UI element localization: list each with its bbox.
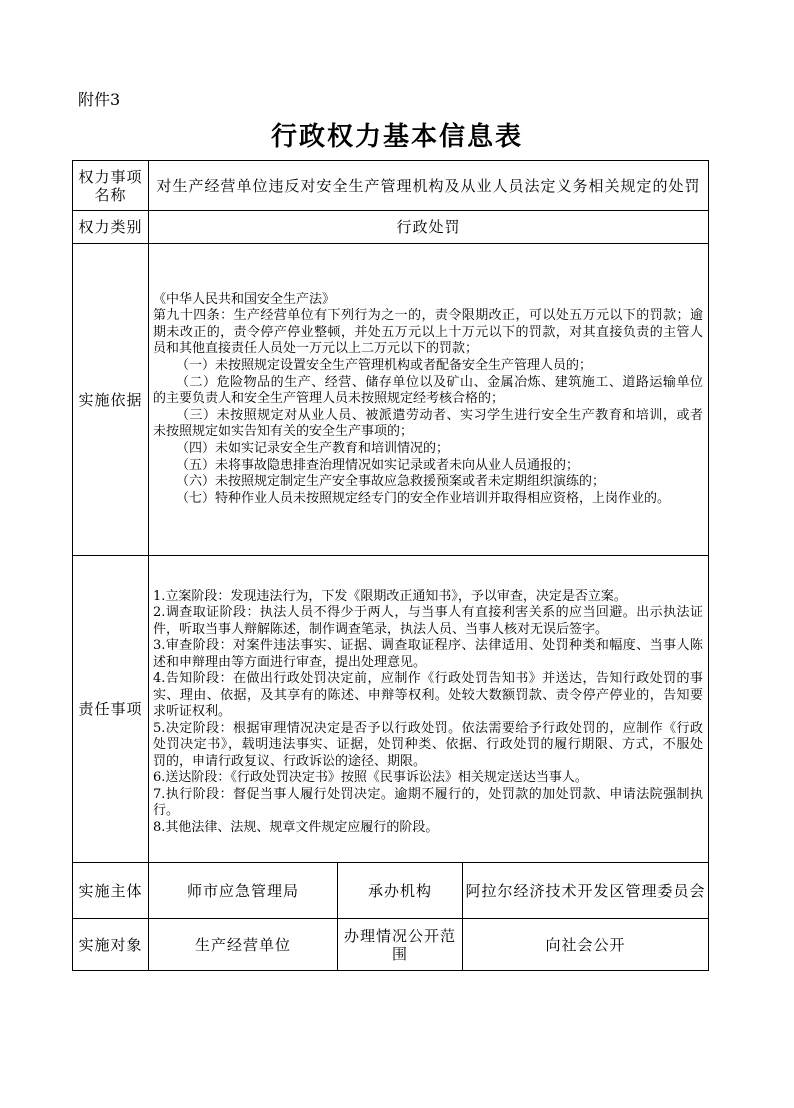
legal-basis-paragraph-line: （二）危险物品的生产、经营、储存单位以及矿山、金属冶炼、建筑施工、道路运输单位 xyxy=(176,374,703,390)
handling-org-value-cell xyxy=(463,863,709,919)
legal-basis-paragraph xyxy=(153,358,703,375)
responsibility-stage-line: 4.告知阶段：在做出行政处罚决定前，应制作《行政处罚告知书》并送达，告知行政处罚的事 xyxy=(153,671,703,687)
power-item-name-label: 权力事项名称 xyxy=(78,167,143,204)
responsibility-stage-line: 6.送达阶段：《行政处罚决定书》按照《民事诉讼法》相关规定送达当事人。 xyxy=(153,770,588,786)
document-title: 行政权力基本信息表 xyxy=(270,122,523,152)
legal-basis-paragraph-line: （六）未按照规定制定生产安全事故应急救援预案或者未定期组织演练的； xyxy=(176,474,606,490)
responsibility-stage-line: 7.执行阶段：督促当事人履行处罚决定。逾期不履行的，处罚款的加处罚款、申请法院强制执 xyxy=(153,786,703,802)
power-item-name-value-cell xyxy=(149,161,709,211)
responsibilities-label: 责任事项 xyxy=(78,700,143,718)
responsibility-stage-line: 件，听取当事人辩解陈述，制作调查笔录，执法人员、当事人核对无误后签字。 xyxy=(153,621,609,637)
legal-basis-paragraph-line: 的主要负责人和安全生产管理人员未按照规定经考核合格的； xyxy=(153,391,505,407)
power-category-value: 行政处罚 xyxy=(396,218,461,236)
power-item-name-value: 对生产经营单位违反对安全生产管理机构及从业人员法定义务相关规定的处罚 xyxy=(156,176,701,195)
power-item-name-label-cell xyxy=(73,161,149,211)
disclosure-scope-label-cell xyxy=(338,919,463,971)
legal-basis-paragraph-line: （四）未如实记录安全生产教育和培训情况的； xyxy=(176,440,450,456)
implementing-target-label-cell xyxy=(73,919,149,971)
responsibility-stage xyxy=(153,589,703,606)
responsibilities-value-cell xyxy=(149,556,709,863)
legal-basis-paragraph-line: （七）特种作业人员未按照规定经专门的安全作业培训并取得相应资格，上岗作业的。 xyxy=(176,490,671,506)
legal-basis-label-cell xyxy=(73,244,149,556)
responsibility-stage xyxy=(153,638,703,671)
power-category-value-cell xyxy=(149,211,709,244)
legal-basis-paragraph-line: 期未改正的，责令停产停业整顿，并处五万元以上十万元以下的罚款，对其直接负责的主管人 xyxy=(153,324,703,340)
legal-basis-value-cell xyxy=(149,244,709,556)
responsibility-stage-line: 1.立案阶段：发现违法行为，下发《限期改正通知书》，予以审查，决定是否立案。 xyxy=(153,588,627,604)
implementing-subject-label: 实施主体 xyxy=(78,881,143,900)
responsibility-stage xyxy=(153,671,703,721)
power-category-label: 权力类别 xyxy=(78,218,143,236)
legal-basis-paragraph xyxy=(153,491,703,508)
legal-basis-paragraph xyxy=(153,375,703,408)
implementing-target-value: 生产经营单位 xyxy=(194,935,291,954)
legal-basis-paragraph-line: （一）未按照规定设置安全生产管理机构或者配备安全生产管理人员的； xyxy=(176,358,593,374)
responsibility-stage xyxy=(153,605,703,638)
responsibility-stage xyxy=(153,820,703,837)
disclosure-scope-value: 向社会公开 xyxy=(545,935,626,954)
responsibility-stage-line: 实、理由、依据，及其享有的陈述、申辩等权利。处较大数额罚款、责令停产停业的，告知要 xyxy=(153,687,703,703)
legal-basis-paragraph-line: 员和其他直接责任人员处一万元以上二万元以下的罚款； xyxy=(153,341,479,357)
legal-basis-paragraph xyxy=(153,408,703,441)
responsibilities-text xyxy=(153,589,703,837)
responsibility-stage-line: 5.决定阶段：根据审理情况决定是否予以行政处罚。依法需要给予行政处罚的，应制作《行政 xyxy=(153,720,703,736)
responsibility-stage-line: 2.调查取证阶段：执法人员不得少于两人，与当事人有直接利害关系的应当回避。出示执法证 xyxy=(153,605,703,621)
responsibility-stage xyxy=(153,770,703,787)
handling-org-value: 阿拉尔经济技术开发区管理委员会 xyxy=(465,881,706,900)
responsibilities-label-cell xyxy=(73,556,149,863)
legal-basis-text xyxy=(153,292,703,508)
responsibility-stage-line: 行。 xyxy=(153,803,180,819)
responsibility-stage-line: 处罚决定书》，载明违法事实、证据，处罚种类、依据、行政处罚的履行期限、方式，不服处 xyxy=(153,737,703,753)
responsibility-stage-line: 3.审查阶段：对案件违法事实、证据、调查取证程序、法律适用、处罚种类和幅度、当事人陈 xyxy=(153,638,703,654)
legal-basis-paragraph-line: 第九十四条：生产经营单位有下列行为之一的，责令限期改正，可以处五万元以下的罚款；逾 xyxy=(153,308,703,324)
legal-basis-paragraph-line: （五）未将事故隐患排查治理情况如实记录或者未向从业人员通报的； xyxy=(176,457,580,473)
info-table xyxy=(72,160,709,971)
implementing-subject-label-cell xyxy=(73,863,149,919)
disclosure-scope-value-cell xyxy=(463,919,709,971)
legal-basis-paragraph-line: （三）未按照规定对从业人员、被派遣劳动者、实习学生进行安全生产教育和培训，或者 xyxy=(176,407,703,423)
legal-basis-paragraph xyxy=(153,458,703,475)
implementing-target-label: 实施对象 xyxy=(78,935,143,954)
handling-org-label: 承办机构 xyxy=(367,881,432,900)
responsibility-stage-line: 罚的，申请行政复议、行政诉讼的途径、期限。 xyxy=(153,753,427,769)
implementing-target-value-cell xyxy=(149,919,338,971)
legal-basis-label: 实施依据 xyxy=(78,390,143,409)
legal-basis-paragraph xyxy=(153,474,703,491)
legal-basis-paragraph xyxy=(153,308,703,358)
implementing-subject-value: 师市应急管理局 xyxy=(186,881,299,900)
implementing-subject-value-cell xyxy=(149,863,338,919)
legal-basis-paragraph-line: 《中华人民共和国安全生产法》 xyxy=(153,291,336,307)
responsibility-stage-line: 述和申辩理由等方面进行审查，提出处理意见。 xyxy=(153,654,427,670)
power-category-label-cell xyxy=(73,211,149,244)
responsibility-stage-line: 求听证权利。 xyxy=(153,704,232,720)
attachment-label: 附件3 xyxy=(78,90,121,109)
legal-basis-paragraph xyxy=(153,292,703,309)
legal-basis-paragraph xyxy=(153,441,703,458)
legal-basis-paragraph-line: 未按照规定如实告知有关的安全生产事项的； xyxy=(153,424,414,440)
responsibility-stage-line: 8.其他法律、法规、规章文件规定应履行的阶段。 xyxy=(153,819,439,835)
responsibility-stage xyxy=(153,787,703,820)
responsibility-stage xyxy=(153,721,703,771)
handling-org-label-cell xyxy=(338,863,463,919)
disclosure-scope-label: 办理情况公开范围 xyxy=(343,926,456,963)
